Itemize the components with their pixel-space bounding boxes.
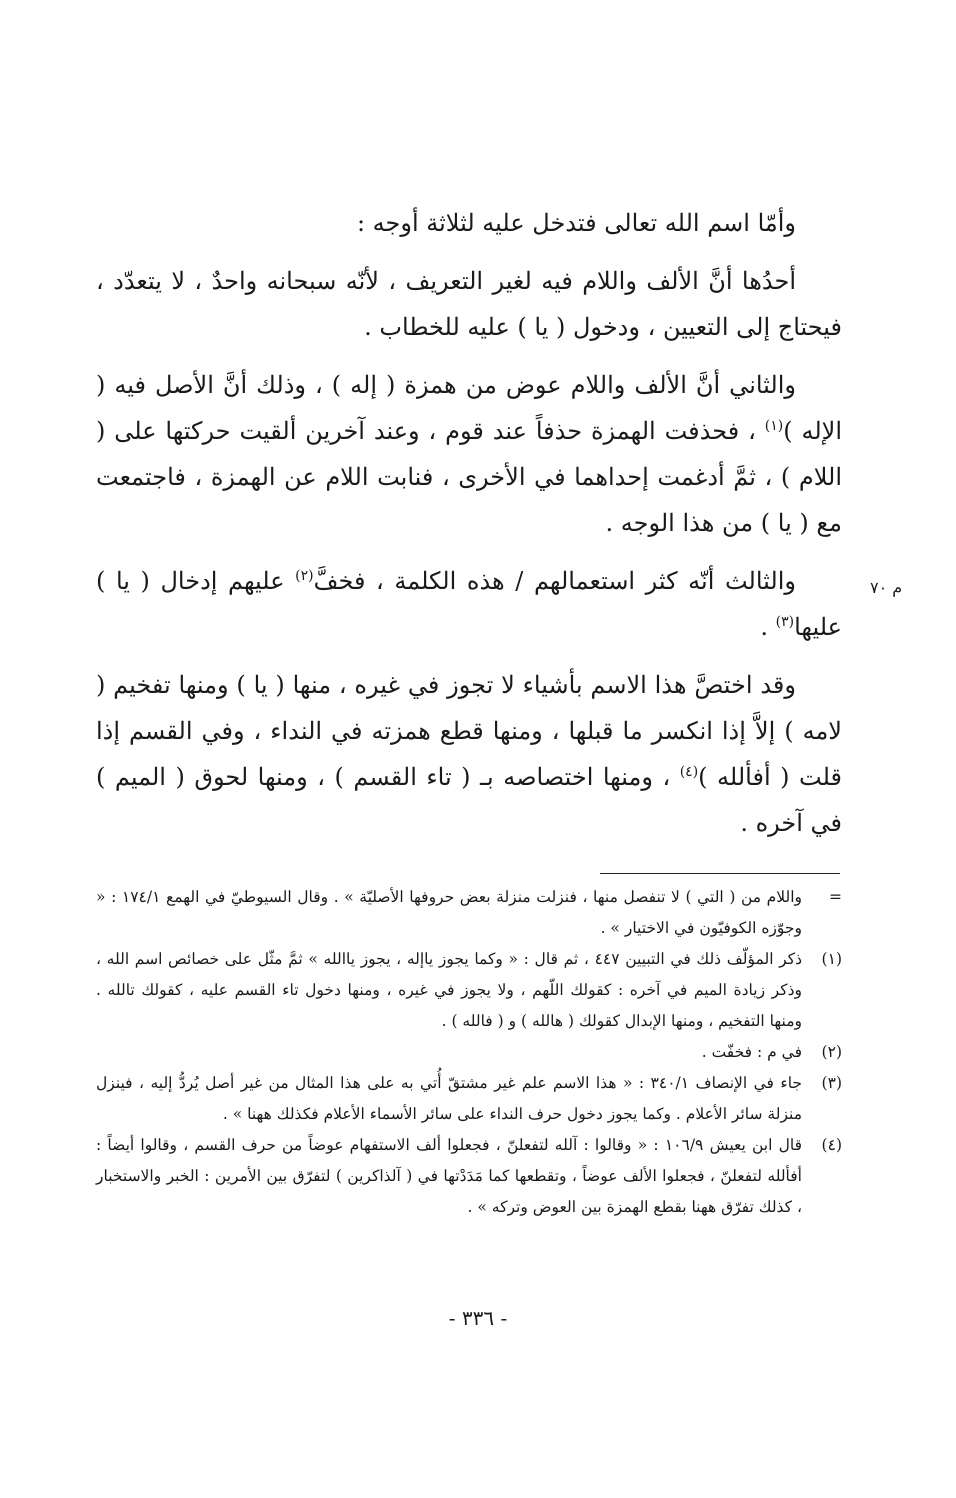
paragraph-first-aspect: أحدُها أنَّ الألف واللام فيه لغير التعريف ، لأنّه سبحانه واحدٌ ، لا يتعدّد ، فيحتاج إلى التعيين ، ودخول ( يا ) عليه للخطاب .	[96, 267, 842, 341]
footnote-ref-1[interactable]: (١)	[764, 418, 784, 434]
paragraph-text: وقد اختصَّ هذا الاسم بأشياء لا تجوز في غيره ، منها ( يا ) ومنها تفخيم ( لامه ) إلاَّ إذا انكسر ما قبلها ، ومنها قطع همزته في النداء ، وفي القسم إذا قلت ( أفألله )	[96, 671, 842, 791]
footnote-mark: (٣)	[821, 1074, 842, 1092]
footnote-mark: (٢)	[821, 1043, 842, 1061]
paragraph-second-aspect	[96, 362, 842, 546]
footnotes	[96, 882, 842, 1223]
manuscript-folio-note: م ٧٠	[870, 578, 903, 597]
paragraph-text: والثاني أنَّ الألف واللام عوض من همزة ( إله ) ، وذلك أنَّ الأصل فيه ( الإله )	[96, 371, 842, 445]
paragraph-text: ، فحذفت الهمزة حذفاً عند قوم ، وعند آخرين ألقيت حركتها على ( اللام ) ، ثمَّ أدغمت إحداهما في الأخرى ، فنابت اللام عن الهمزة ، فاجتمعت مع ( يا ) من هذا الوجه .	[96, 417, 842, 537]
paragraph-text: عليهم إدخال ( يا ) عليها	[96, 567, 842, 641]
paragraph-text: ، ومنها اختصاصه بـ ( تاء القسم ) ، ومنها لحوق ( الميم ) في آخره .	[96, 763, 842, 837]
footnote-separator	[600, 873, 840, 874]
footnote-ref-2[interactable]: (٢)	[295, 568, 314, 584]
intro-line: وأمّا اسم الله تعالى فتدخل عليه لثلاثة أوجه :	[356, 209, 796, 237]
footnote-mark: (١)	[821, 950, 842, 968]
footnote-text: في م : فخفّت .	[701, 1043, 802, 1061]
page-number: - ٣٣٦ -	[448, 1306, 508, 1330]
paragraph-special-features	[96, 662, 842, 846]
paragraph-text: والثالث أنّه كثر استعمالهم / هذه الكلمة ، فخفَّ	[313, 567, 796, 595]
footnote-text: جاء في الإنصاف ٣٤٠/١ : « هذا الاسم علم غير مشتقّ أُتي به على هذا المثال من غير أصل يُردُّ إليه ، فينزل منزلة سائر الأعلام . وكما يجوز دخول حرف النداء على سائر الأسماء الأعلام فكذلك ههنا » .	[96, 1074, 802, 1123]
footnote-mark: =	[829, 888, 842, 906]
footnote-text: قال ابن يعيش ١٠٦/٩ : « وقالوا : آلله لتفعلنّ ، فجعلوا ألف الاستفهام عوضاً من حرف القسم ، وقالوا أيضاً : أفألله لتفعلنّ ، فجعلوا الألف عوضاً ، وتقطعها كما مَدَدْتها في ( آلذاكرين ) لتفرّق بين الأمرين : الخبر والاستخبار ، كذلك تفرّق ههنا بقطع الهمزة بين العوض وتركه » .	[96, 1136, 802, 1216]
footnote-3	[96, 1068, 842, 1130]
footnote-continued	[96, 882, 842, 944]
footnote-2	[96, 1037, 842, 1068]
paragraph-text: .	[760, 613, 776, 641]
footnote-ref-4[interactable]: (٤)	[679, 764, 699, 780]
footnote-text: واللام من ( التي ) لا تنفصل منها ، فنزلت منزلة بعض حروفها الأصليّة » . وقال السيوطيّ في الهمع ١٧٤/١ : « وجوّزه الكوفيّون في الاختيار » .	[96, 888, 802, 937]
footnote-text: ذكر المؤلّف ذلك في التبيين ٤٤٧ ، ثم قال : « وكما يجوز ياإله ، يجوز ياالله » ثمَّ مثّل على خصائص اسم الله ، وذكر زيادة الميم في آخره : كقولك اللّهم ، ولا يجوز في غيره ، ومنها دخول تاء القسم عليه ، كقولك تالله . ومنها التفخيم ، ومنها الإبدال كقولك ( هالله ) و ( فالله ) .	[96, 950, 802, 1030]
footnote-mark: (٤)	[821, 1136, 842, 1154]
footnote-ref-3[interactable]: (٣)	[775, 614, 795, 630]
footnote-4	[96, 1130, 842, 1223]
footnote-1	[96, 944, 842, 1037]
paragraph-third-aspect	[96, 558, 842, 650]
main-text	[96, 200, 842, 858]
